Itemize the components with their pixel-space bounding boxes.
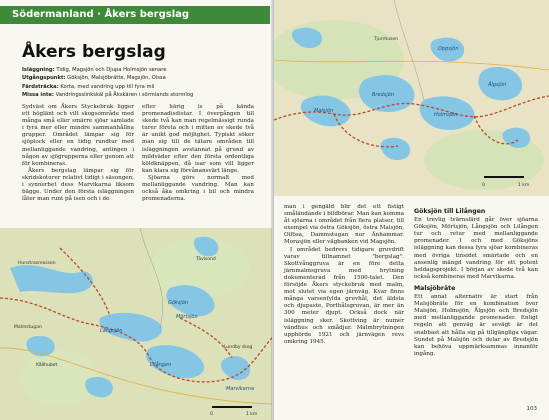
map-label: Ålgsjön: [488, 82, 507, 88]
text-column-4: [414, 204, 538, 358]
text-column-2: [142, 104, 254, 203]
section-banner: Södermanland · Åkers bergslag: [0, 6, 270, 24]
section-heading: Malsjöbräte: [414, 284, 456, 292]
trip-facts: [22, 66, 262, 100]
map-label: Långsjön: [100, 328, 123, 334]
paragraph: En trevlig tvärnsfärd går över sjöarna Göksjön, Mörtsjön, Långsjön och Lilången tur och retur med mellanliggande promenader. I och med Göksjöns isläggning kan dessa fyra sjöar kombineras med övriga tinsidet smärtade och en ansenlig mängd vandring för ett potent heldagsprojekt. I början av skede två kan också kombineras med Marvikarna.: [414, 217, 538, 280]
left-page: [0, 0, 274, 420]
svg-text:0: 0: [482, 183, 485, 188]
paragraph: Sydväst om Åkers Styckebruk ligger ett höglänt och vilt skogsområde med många små eller smärre sjöar samlade i fyra mer eller mindre sammanhållna grupper. Området lämpar sig för sjöplock eller en tidig rundtur med mellanliggande vandring, antingen i någon av sjögrupperna eller genom att för kombineras. Åkers bergslag lämpar sig för skridskoturer relativt tidigt i säsongen, i synnerhet dess Marvikarna liksom bägge. Under den första isläggningen låter man runt på isen och i de: [22, 104, 134, 203]
map-label: Lilången: [150, 362, 172, 368]
fact-row: Utgångspunkt: Göksjön, Malsjöbrätte, Magsjön, Olssa: [22, 75, 166, 82]
section-heading: Göksjön till Lilången: [414, 208, 486, 215]
paragraph: man i gengäld blir det ett fistigt småländande i bildbörar. Man kan komma åt sjöarna i området från flera platser, till exempel via östra Göksjön, östra Malsjön, Olfösa, Dammstugan nor Änhammar. Morasjön eller vägbanken vid Magsjön. I området bedrevs tidigare gruvdrift varav tillnamnet "bergslag". Skottvånggruva är en före detta järnmalmsgruva med brytning dokumenterad från 1500-talet. Den försöjde Åkers styckebruk med malm, mot slutet via egen järnväg. Kvar finns många varsenfylda gruvhål, det äldsta och djupaste, Porthålsgruvan, är mer än 300 meter djupt. Också dock när isläggning sker. Skottving är numer vändhus och smådjur. Malmbrytningen upphörde 1921 och järnvägen revs omkring 1945.: [284, 204, 404, 345]
map-label: Holmsjön: [434, 112, 458, 118]
svg-text:0: 0: [210, 412, 213, 417]
map-label: Marvikarna: [226, 386, 255, 392]
text-column-3: [284, 204, 404, 346]
fact-row: Missa inte: Vandringsslinkskäl på Åkskären i sörmlands stormlog: [22, 92, 194, 99]
map-upper: [274, 0, 549, 196]
map-label: Mörtsjön: [176, 314, 198, 320]
map-label: Tävlsond: [196, 257, 216, 262]
map-label: Oppsjön: [438, 46, 459, 52]
fact-row: Isläggning: Tidig, Magsjön och Djupa Holmsjön senare: [22, 67, 167, 73]
map-lower: [0, 228, 272, 420]
paragraph: Ett annat alternativ är start från Malsjöbräte för en kombination över Malsjön, Holmsjön, Ålgsjön och Bredsjön med mellanliggande promenader. Enligt regeln att genväg är sevägt är det snabbast att hålla sig på tillgängliga vägar. Sundet på Malsjön och delar av Bredsjön kan behöva uppmärksammas innanför ingång.: [414, 294, 538, 357]
map-label: Kållhubet: [36, 363, 58, 368]
fact-row: Färdsträcka: Korta, med vandring upp till fyra mil: [22, 83, 155, 90]
map-label: Hunstrasmossen: [18, 261, 56, 266]
svg-text:1 km: 1 km: [246, 412, 258, 417]
map-label: Lundby skog: [224, 345, 253, 350]
page-number: 103: [526, 406, 537, 412]
map-label: Tjurrhusen: [374, 37, 399, 42]
right-page: [274, 0, 549, 420]
map-label: Göksjön: [168, 300, 189, 306]
paragraph: efter härig is på kända promenadisdistar. I övergången till skede två kan man regelmässigt runda turer företa och i mitten av skede två är unikt god möjlighet. Typiskt söker man sig till de tätare områden till isläggningen avstannat på grund av mildväder efter den första ordentliga köldknäppen, då isar som vill ligger kan klara sig förvånansvärt länge. Sjöarna görs normalt med mellanliggande vandring. Man kan också åka omkring i bil och mindra promenaderna.: [142, 104, 254, 203]
svg-text:1 km: 1 km: [518, 183, 530, 188]
map-label: Malsjön: [314, 108, 333, 114]
page-title: Åkers bergslag: [22, 42, 166, 62]
text-column-1: [22, 104, 134, 203]
map-label: Malmstugan: [14, 325, 42, 330]
map-label: Bredsjön: [372, 92, 394, 98]
